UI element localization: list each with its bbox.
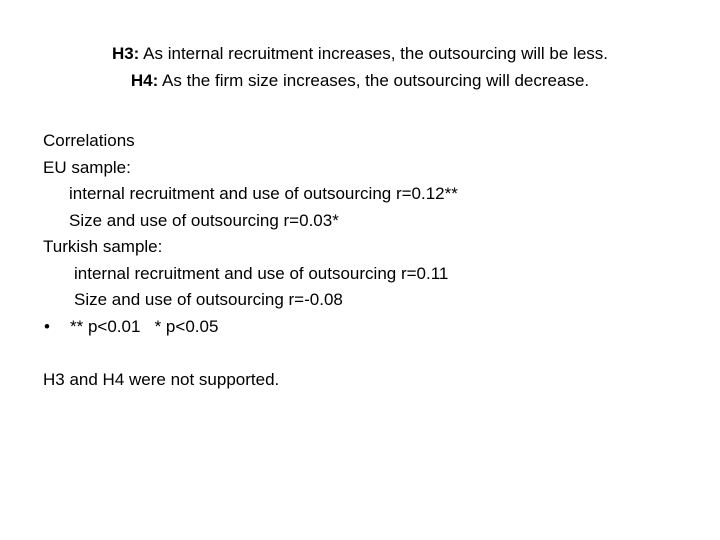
spacer — [43, 340, 683, 367]
eu-correlation-recruitment: internal recruitment and use of outsourcing r=0.12** — [69, 184, 458, 203]
turkish-sample-label: Turkish sample: — [43, 237, 163, 256]
eu-sample-label: EU sample: — [43, 157, 131, 177]
correlations-heading: Correlations — [43, 131, 135, 150]
eu-correlation-size: Size and use of outsourcing r=0.03* — [69, 210, 339, 230]
hypothesis-h3-id: H3: — [111, 44, 140, 63]
hypotheses-title — [0, 40, 720, 94]
conclusion-text: H3 and H4 were not supported. — [43, 369, 280, 389]
significance-note-text: ** p<0.01 * p<0.05 — [70, 316, 219, 336]
significance-note — [43, 314, 683, 341]
bullet-icon: • — [44, 316, 50, 336]
hypothesis-h4 — [0, 67, 720, 94]
turkish-correlation-size: Size and use of outsourcing r=-0.08 — [74, 290, 343, 309]
hypothesis-h4-text: As the firm size increases, the outsourcing will decrease. — [158, 71, 590, 90]
turkish-correlation-recruitment: internal recruitment and use of outsourcing r=0.11 — [74, 263, 449, 283]
hypothesis-h3 — [0, 40, 720, 67]
results-body — [43, 128, 683, 393]
hypothesis-h3-text: As internal recruitment increases, the outsourcing will be less. — [139, 44, 609, 63]
hypothesis-h4-id: H4: — [130, 71, 159, 90]
